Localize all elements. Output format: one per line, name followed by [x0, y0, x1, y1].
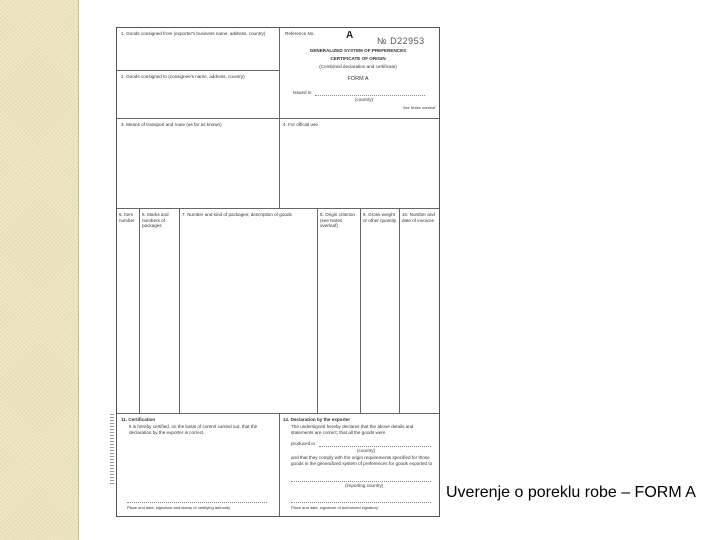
divider	[117, 208, 439, 209]
box12-sign-caption: Place and date, signature of authorized signatory	[291, 505, 378, 510]
box11-title: 11. Certification	[121, 417, 156, 422]
divider	[117, 70, 279, 71]
divider	[317, 208, 318, 413]
produced-in-label: produced in	[291, 441, 316, 446]
issued-in-label: Issued in	[293, 90, 312, 95]
box11-sign-line	[127, 502, 267, 503]
combined-note: (Combined declaration and certificate)	[319, 64, 397, 69]
col6-label: 6. Marks and numbers of packages	[142, 212, 169, 229]
col5-label: 5. Item number	[119, 212, 135, 223]
box4-label: 4. For official use	[283, 122, 318, 127]
col10-label: 10. Number and date of invoices	[402, 212, 435, 223]
divider	[117, 413, 439, 414]
vertical-margin-print	[110, 414, 114, 484]
form-letter: A	[346, 30, 354, 41]
gsp-title: GENERALIZED SYSTEM OF PREFERENCES	[309, 48, 407, 53]
divider	[117, 118, 439, 119]
importing-country-caption: (importing country)	[345, 483, 384, 488]
divider	[360, 208, 361, 413]
produced-in-line	[319, 446, 431, 447]
box11-text: It is hereby certified, on the basis of control carried out, that the declaration by the exporter is correct.	[129, 424, 258, 435]
certificate-title: CERTIFICATE OF ORIGIN	[330, 56, 386, 61]
see-notes: See Notes overleaf	[403, 106, 436, 110]
divider	[279, 413, 280, 516]
divider	[139, 208, 140, 413]
box12-sign-line	[291, 502, 431, 503]
box12-country-caption: (country)	[357, 448, 376, 453]
divider	[399, 208, 400, 413]
country-caption: (country)	[355, 97, 374, 102]
box2-label: 2. Goods consigned to (consignee's name, address, country)	[121, 74, 245, 79]
box3-label: 3. Means of transport and route (as far as known)	[121, 122, 222, 127]
col7-label: 7. Number and kind of packages; description of goods	[182, 212, 292, 217]
serial-number: № D22953	[377, 36, 425, 46]
box1-label: 1. Goods consigned from (exporter's business name, address, country)	[121, 31, 266, 36]
divider	[179, 208, 180, 413]
box12-title: 12. Declaration by the exporter	[283, 417, 351, 422]
importing-country-line	[291, 481, 431, 482]
box11-sign-caption: Place and date, signature and stamp of certifying authority	[127, 505, 231, 510]
form-name: FORM A	[347, 76, 369, 82]
col8-label: 8. Origin criterion (see Notes overleaf)	[320, 212, 355, 229]
decorative-side-band	[0, 0, 79, 540]
col9-label: 9. Gross weight or other quantity	[363, 212, 397, 223]
box12-text2: and that they comply with the origin requirements specified for those goods in the generalized system of preferences for goods exported to	[291, 455, 433, 466]
box12-text1: The undersigned hereby declares that the above details and statements are correct; that all the goods were	[291, 424, 414, 435]
reference-label: Reference No.	[285, 31, 315, 36]
certificate-of-origin-form-a	[116, 27, 440, 517]
issued-in-line	[315, 95, 425, 96]
slide-caption: Uverenje o poreklu robe – FORM A	[446, 484, 696, 501]
